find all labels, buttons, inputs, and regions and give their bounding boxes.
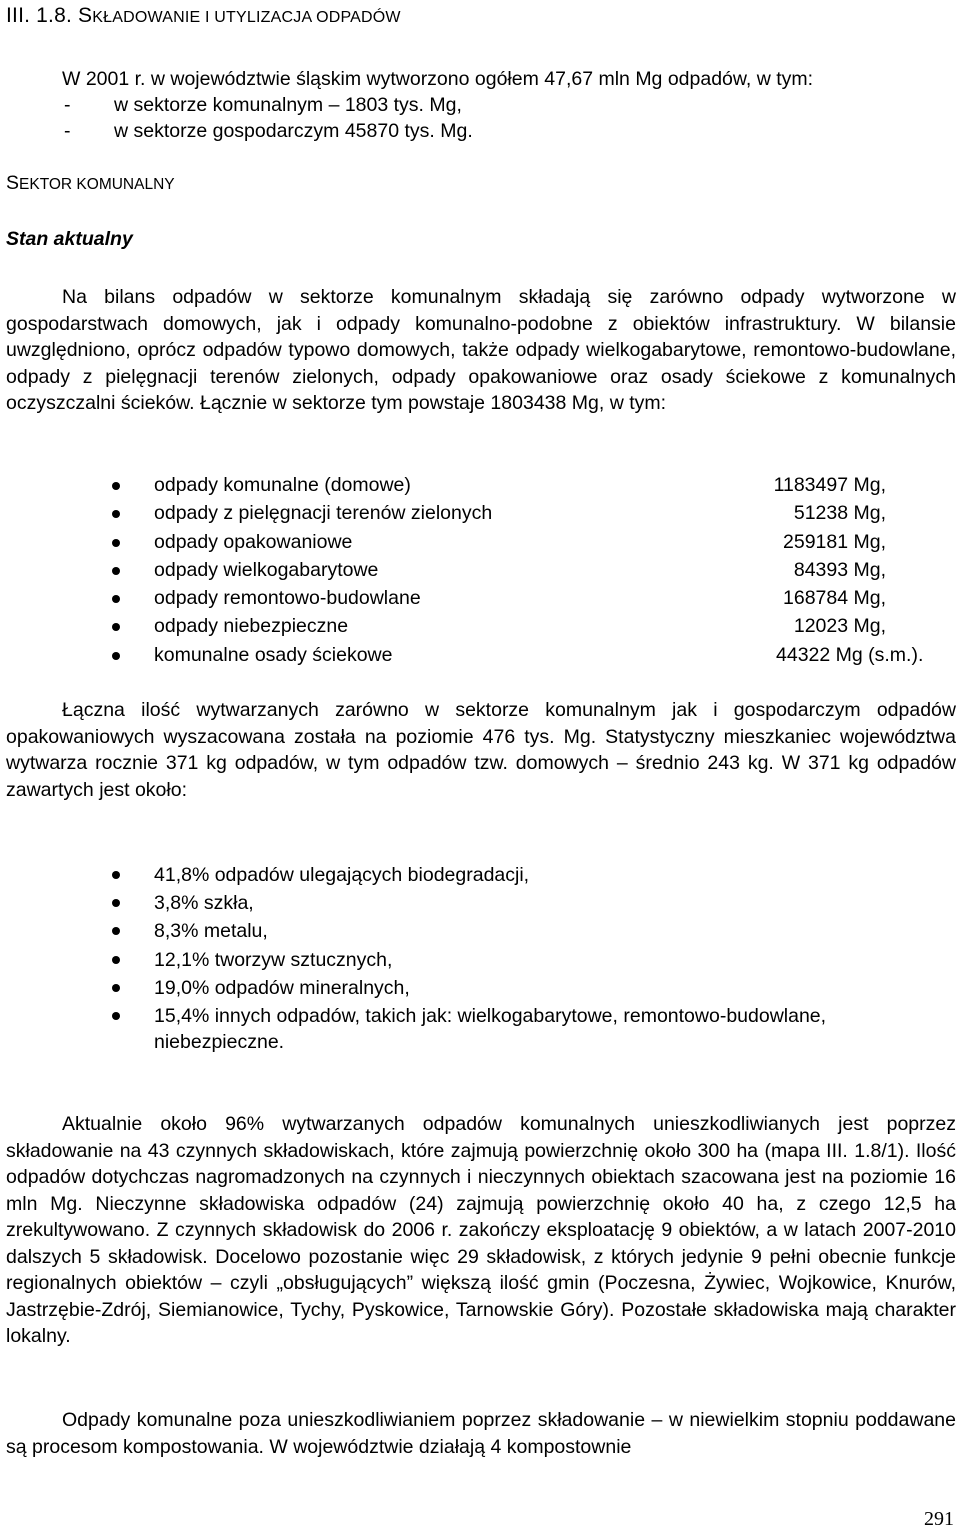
dash-marker: - — [64, 94, 71, 116]
list-item — [6, 947, 956, 974]
intro-list-item — [64, 92, 960, 118]
paragraph-balance — [6, 284, 956, 417]
item-value: 12023 Mg, — [793, 615, 886, 638]
item-value: 168784 Mg, — [783, 587, 886, 610]
item-label: komunalne osady ściekowe — [154, 643, 393, 666]
list-item — [6, 615, 956, 643]
item-label: odpady niebezpieczne — [154, 615, 349, 638]
item-label: odpady komunalne (domowe) — [154, 474, 411, 496]
list-item — [6, 474, 956, 502]
item-value: 259181 Mg, — [783, 530, 886, 553]
paragraph-composting — [6, 1407, 956, 1460]
item-label: 12,1% tworzyw sztucznych, — [154, 948, 393, 971]
page-number: 291 — [924, 1508, 954, 1530]
subsection-rest: EKTOR KOMUNALNY — [19, 176, 175, 193]
composition-list — [6, 862, 956, 1058]
bullet-icon — [112, 595, 120, 603]
list-item — [6, 1003, 956, 1056]
intro-line: W 2001 r. w województwie śląskim wytworzono ogółem 47,67 mln Mg odpadów, w tym: — [62, 68, 814, 90]
bullet-icon — [112, 956, 120, 964]
intro-list-item — [64, 118, 960, 144]
bullet-icon — [112, 539, 120, 547]
section-title-cap: S — [78, 4, 93, 27]
bullet-icon — [112, 510, 120, 518]
item-label: odpady remontowo-budowlane — [154, 587, 421, 610]
waste-type-list — [6, 474, 956, 672]
list-item — [6, 918, 956, 945]
section-title-rest: KŁADOWANIE I UTYLIZACJA ODPADÓW — [92, 9, 401, 26]
paragraph-text: Łączna ilość wytwarzanych zarówno w sektorze komunalnym jak i gospodarczym odpadów opakowaniowych wyszacowana została na poziomie 476 tys. Mg. Statystyczny mieszkaniec województwa wytwarza rocznie 371 kg odpadów, w tym odpadów tzw. domowych – średnio 243 kg. W 371 kg odpadów zawartych jest około: — [6, 699, 956, 801]
section-heading — [6, 4, 401, 28]
bullet-icon — [112, 984, 120, 992]
item-label: 19,0% odpadów mineralnych, — [154, 976, 410, 999]
paragraph-packaging — [6, 697, 956, 803]
section-number: III. 1.8. — [6, 4, 79, 27]
bullet-icon — [112, 482, 120, 490]
item-label: odpady z pielęgnacji terenów zielonych — [154, 502, 493, 525]
paragraph-text: Na bilans odpadów w sektorze komunalnym składają się zarówno odpady wytworzone w gospodarstwach domowych, jak i odpady komunalno-podobne z obiektów infrastruktury. W bilansie uwzględniono, oprócz odpadów typowo domowych, także odpady wielkogabarytowe, remontowo-budowlane, odpady z pielęgnacji terenów zielonych, odpady opakowaniowe oraz osady ściekowe z komunalnych oczyszczalni ścieków. Łącznie w sektorze tym powstaje 1803438 Mg, w tym: — [6, 286, 956, 414]
bullet-icon — [112, 1012, 120, 1020]
item-value: 44322 Mg (s.m.). — [776, 643, 924, 666]
list-item — [6, 502, 956, 530]
bullet-icon — [112, 623, 120, 631]
list-item — [6, 890, 956, 917]
list-item — [6, 587, 956, 615]
item-value: 84393 Mg, — [793, 558, 886, 581]
list-item — [6, 862, 956, 889]
item-label: 3,8% szkła, — [154, 892, 254, 915]
item-label: odpady wielkogabarytowe — [154, 558, 379, 581]
intro-item-text: w sektorze gospodarczym 45870 tys. Mg. — [114, 120, 473, 142]
bullet-icon — [112, 652, 120, 660]
item-value: 51238 Mg, — [793, 502, 886, 525]
paragraph-text: Aktualnie około 96% wytwarzanych odpadów komunalnych unieszkodliwianych jest poprzez składowanie na 43 czynnych składowiskach, które zajmują powierzchnię około 300 ha (mapa III. 1.8/1). Ilość odpadów dotychczas nagromadzonych na czynnych i nieczynnych obiektach szacowana jest na poziomie 16 mln Mg. Nieczynne składowiska odpadów (24) zajmują powierzchnię około 40 ha, z czego 12,5 ha zrekultywowano. Z czynnych składowisk do 2006 r. zakończy eksploatację 9 obiektów, a w latach 2007-2010 dalszych 5 składowisk. Docelowo pozostanie więc 29 składowisk, z których jedynie 9 pełni obecnie funkcje regionalnych obiektów – czyli „obsługujących” większą ilość gmin (Poczesna, Żywiec, Wojkowice, Knurów, Jastrzębie-Zdrój, Siemianowice, Tychy, Pyskowice, Tarnowskie Góry). Pozostałe składowiska mają charakter lokalny. — [6, 1113, 956, 1347]
list-item — [6, 644, 956, 672]
list-item — [6, 531, 956, 559]
paragraph-text: Odpady komunalne poza unieszkodliwianiem poprzez składowanie – w niewielkim stopniu poddawane są procesom kompostowania. W województwie działają 4 kompostownie — [6, 1409, 956, 1458]
bullet-icon — [112, 871, 120, 879]
bullet-icon — [112, 899, 120, 907]
subsection-heading — [6, 172, 175, 195]
bullet-icon — [112, 927, 120, 935]
list-item — [6, 975, 956, 1002]
bullet-icon — [112, 567, 120, 575]
item-value: 1183497 Mg, — [773, 474, 886, 496]
intro-item-text: w sektorze komunalnym – 1803 tys. Mg, — [114, 94, 462, 116]
item-label: 15,4% innych odpadów, takich jak: wielkogabarytowe, remontowo-budowlane, niebezpieczne. — [154, 1004, 827, 1054]
dash-marker: - — [64, 120, 71, 142]
item-label: odpady opakowaniowe — [154, 530, 353, 553]
list-item — [6, 559, 956, 587]
intro-block — [62, 66, 960, 144]
item-label: 41,8% odpadów ulegających biodegradacji, — [154, 864, 530, 886]
subheading-current-state: Stan aktualny — [6, 228, 133, 250]
item-label: 8,3% metalu, — [154, 920, 268, 943]
subsection-cap: S — [6, 172, 20, 194]
paragraph-landfills — [6, 1111, 956, 1350]
